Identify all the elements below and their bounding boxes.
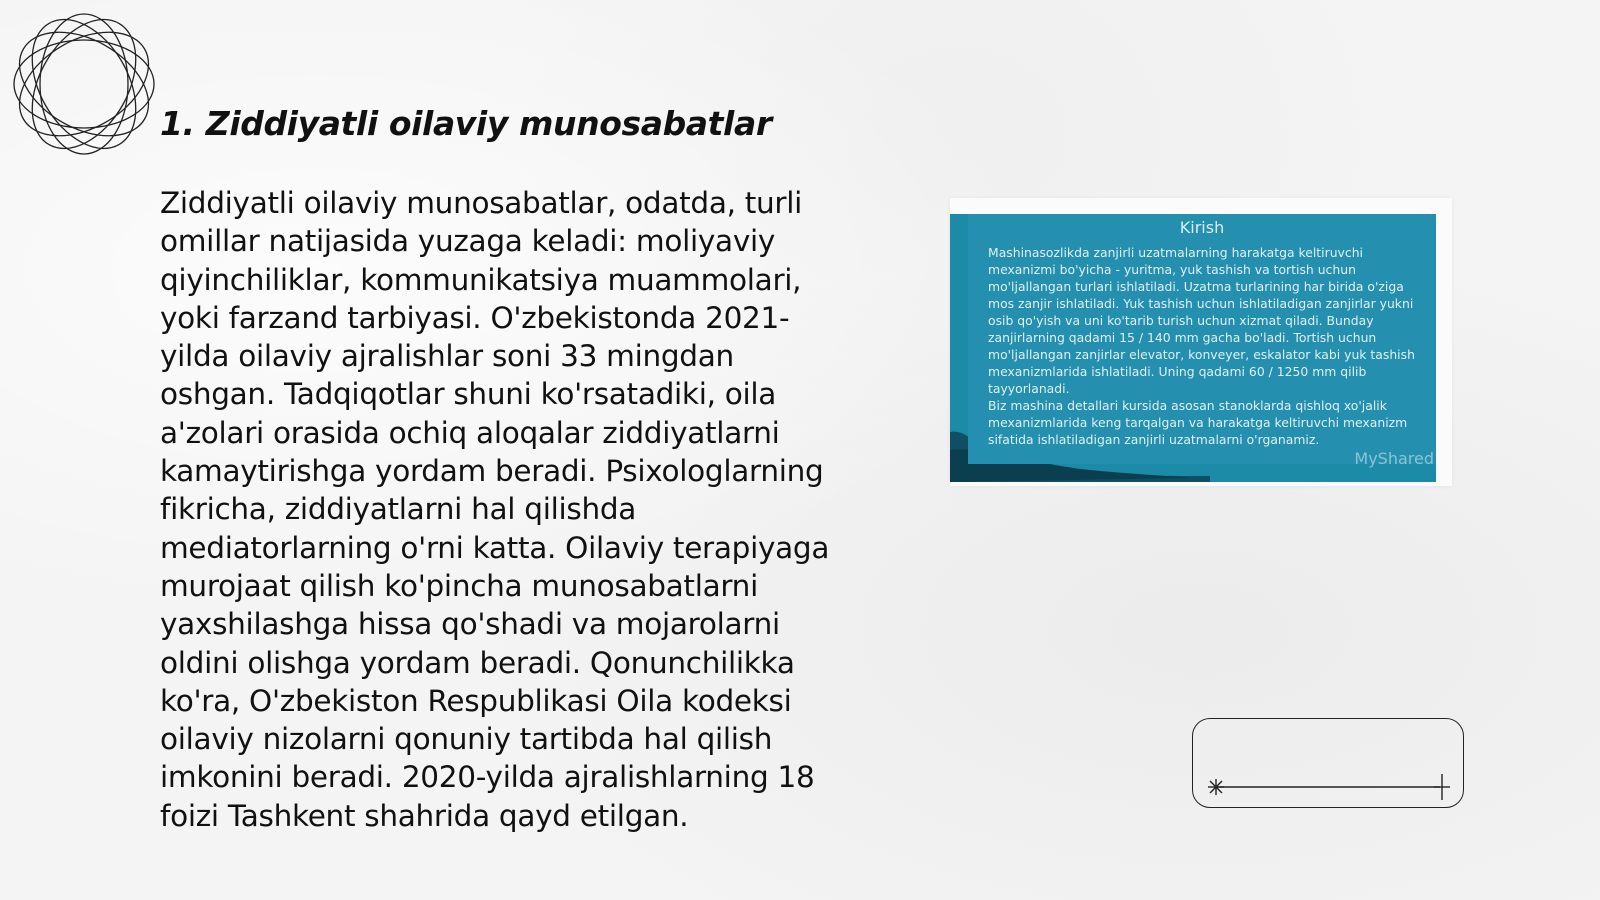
decorative-orb-icon bbox=[10, 10, 158, 158]
starburst-icon bbox=[1208, 779, 1224, 795]
timeline-line bbox=[1192, 718, 1464, 808]
image-content-panel bbox=[968, 214, 1436, 464]
slide-title: 1. Ziddiyatli oilaviy munosabatlar bbox=[160, 104, 772, 143]
slide-body-text: Ziddiyatli oilaviy munosabatlar, odatda, turli omillar natijasida yuzaga keladi: moliyaviy qiyinchiliklar, kommunikatsiya muammolari, yoki farzand tarbiyasi. O'zbekistonda 2021-yilda oilaviy ajralishlar soni 33 mingdan oshgan. Tadqiqotlar shuni ko'rsatadiki, oila a'zolari orasida ochiq aloqalar ziddiyatlarni kamaytirishga yordam beradi. Psixologlarning fikricha, ziddiyatlarni hal qilishda mediatorlarning o'rni katta. Oilaviy terapiyaga murojaat qilish ko'pincha munosabatlarni yaxshilashga hissa qo'shadi va mojarolarni oldini olishga yordam beradi. Qonunchilikka ko'ra, O'zbekiston Respublikasi Oila kodeksi oilaviy nizolarni qonuniy tartibda hal qilish imkonini beradi. 2020-yilda ajralishlarning 18 foizi Tashkent shahrida qayd etilgan. bbox=[160, 186, 830, 833]
sparkle-icon bbox=[1434, 774, 1450, 800]
image-heading: Kirish bbox=[1179, 218, 1225, 237]
image-watermark: MyShared bbox=[1354, 449, 1434, 468]
embedded-slide-image bbox=[950, 214, 1436, 482]
image-paragraph: Mashinasozlikda zanjirli uzatmalarning harakatga keltiruvchi mexanizmi bo'yicha - yuritma, yuk tashish va tortish uchun mo'ljallangan turlari ishlatiladi. Uzatma turlarining har birida o'ziga mos zanjir ishlatiladi. Yuk tashish uchun ishlatiladigan zanjirlar yukni osib qo'yish va uni ko'tarib turish uchun xizmat qiladi. Bunday zanjirlarning qadami 15 / 140 mm gacha bo'ladi. Tortish uchun mo'ljallangan zanjirlar elevator, konveyer, eskalator kabi yuk tashish mexanizmlarida ishlatiladi. Uning qadami 60 / 1250 mm qilib tayyorlanadi. Biz mashina detallari kursida asosan stanoklarda qishloq xo'jalik mexanizmlarida keng tarqalgan va harakatga keltiruvchi mexanizm sifatida ishlatiladigan zanjirli uzatmalarni o'rganamiz. bbox=[988, 245, 1415, 447]
